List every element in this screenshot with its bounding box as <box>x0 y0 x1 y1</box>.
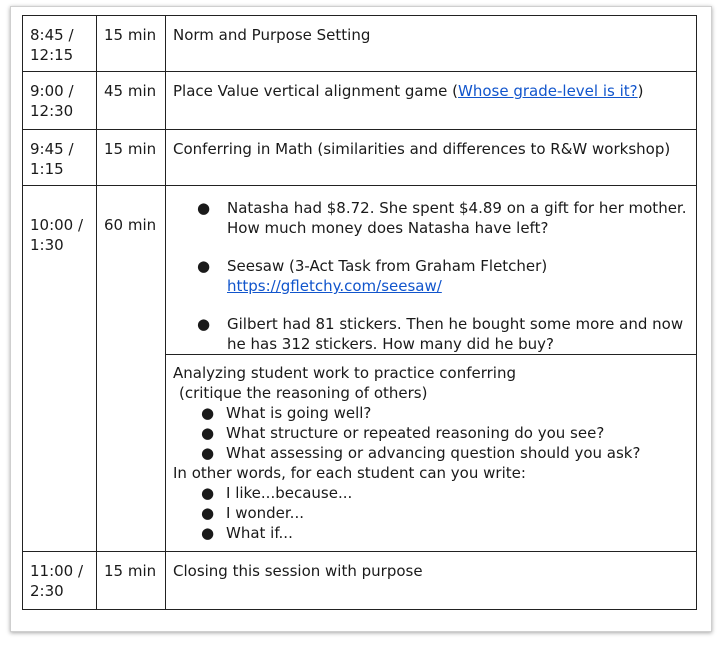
activity-cell <box>166 186 697 355</box>
bullet-icon: ● <box>201 424 215 442</box>
activity-cell: Norm and Purpose Setting <box>166 16 697 72</box>
duration-cell: 15 min <box>97 130 166 186</box>
duration-cell: 15 min <box>97 16 166 72</box>
list-item: ● What structure or repeated reasoning do you see? <box>201 424 605 442</box>
time-cell: 11:00 / 2:30 <box>23 552 97 610</box>
seesaw-link[interactable]: https://gfletchy.com/seesaw/ <box>227 277 442 295</box>
bullet-icon: ● <box>201 404 215 422</box>
bullet-icon: ● <box>201 504 215 522</box>
table-row <box>23 16 697 72</box>
bullet-icon: ● <box>197 257 211 275</box>
list-item: ● What is going well? <box>201 404 372 422</box>
time-cell: 9:00 / 12:30 <box>23 72 97 130</box>
duration-cell: 45 min <box>97 72 166 130</box>
list-item: ● What assessing or advancing question should you ask? <box>201 444 641 462</box>
bullet-icon: ● <box>201 524 215 542</box>
list-item: ● Natasha had $8.72. She spent $4.89 on a gift for her mother. How much money does Natasha have left? <box>197 199 687 237</box>
task-list <box>173 194 689 354</box>
time-cell: 9:45 / 1:15 <box>23 130 97 186</box>
analysis-cell: Analyzing student work to practice conferring (critique the reasoning of others) ● What is going well? ● What structure or repeated reasoning do you see? ● What assessing or advancing question should you ask? In other words, for each student can you write: ● I like...because... ● I wonder... ● What if... <box>166 355 697 552</box>
activity-cell: Closing this session with purpose <box>166 552 697 610</box>
prompt-list <box>173 483 689 543</box>
list-item: ● What if... <box>201 524 293 542</box>
bullet-icon: ● <box>197 315 211 333</box>
grade-level-link[interactable]: Whose grade-level is it? <box>458 82 638 100</box>
table-row <box>23 72 697 130</box>
table-row <box>23 552 697 610</box>
activity-cell: Conferring in Math (similarities and differences to R&W workshop) <box>166 130 697 186</box>
time-cell: 8:45 / 12:15 <box>23 16 97 72</box>
question-list <box>173 403 689 463</box>
table-row <box>23 130 697 186</box>
document-page <box>10 6 712 632</box>
time-cell: 10:00 / 1:30 <box>23 186 97 552</box>
list-item: ● Gilbert had 81 stickers. Then he bought some more and now he has 312 stickers. How many did he buy? <box>197 315 684 353</box>
duration-cell: 15 min <box>97 552 166 610</box>
schedule-table <box>22 15 697 610</box>
activity-cell: Place Value vertical alignment game (Whose grade-level is it?) <box>166 72 697 130</box>
table-row <box>23 186 697 355</box>
bullet-icon: ● <box>201 484 215 502</box>
duration-cell: 60 min <box>97 186 166 552</box>
bullet-icon: ● <box>201 444 215 462</box>
list-item: ● I like...because... <box>201 484 353 502</box>
bullet-icon: ● <box>197 199 211 217</box>
list-item: ● I wonder... <box>201 504 304 522</box>
list-item: ● Seesaw (3-Act Task from Graham Fletcher) https://gfletchy.com/seesaw/ <box>197 257 548 295</box>
